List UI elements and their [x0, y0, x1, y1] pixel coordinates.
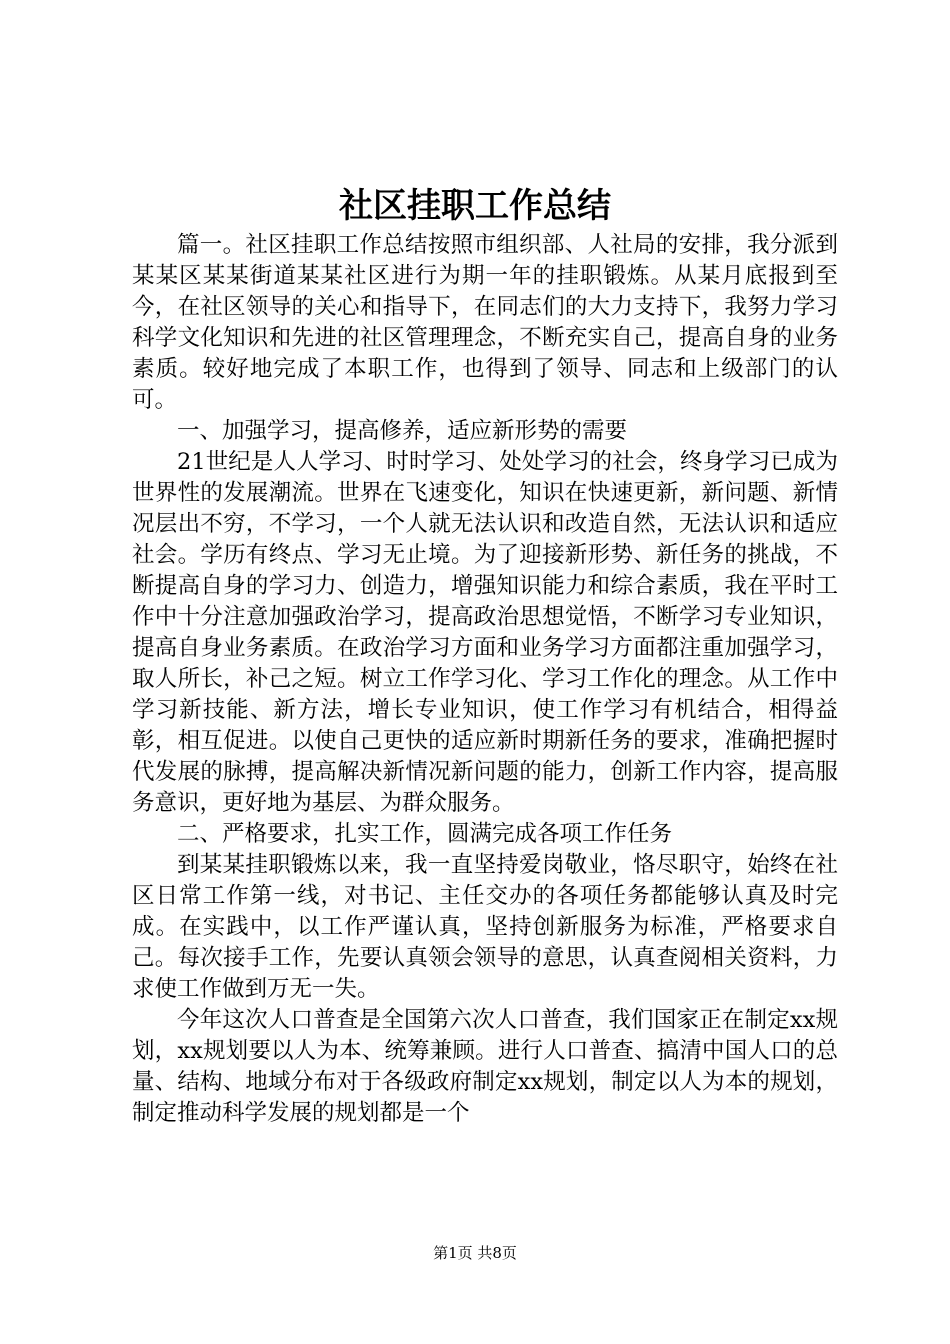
document-body: [132, 230, 838, 1129]
paragraph-census: 今年这次人口普查是全国第六次人口普查，我们国家正在制定xx规划，xx规划要以人为本、统筹兼顾。进行人口普查、搞清中国人口的总量、结构、地域分布对于各级政府制定xx规划，制定以人为本的规划，制定推动科学发展的规划都是一个: [132, 1007, 838, 1126]
paragraph-work: 到某某挂职锻炼以来，我一直坚持爱岗敬业，恪尽职守，始终在社区日常工作第一线，对书记、主任交办的各项任务都能够认真及时完成。在实践中，以工作严谨认真，坚持创新服务为标准，严格要求自己。每次接手工作，先要认真领会领导的意思，认真查阅相关资料，力求使工作做到万无一失。: [132, 852, 838, 1002]
section-heading-2: 二、严格要求，扎实工作，圆满完成各项工作任务: [177, 821, 673, 847]
paragraph-learning: 21世纪是人人学习、时时学习、处处学习的社会，终身学习已成为世界性的发展潮流。世界在飞速变化，知识在快速更新，新问题、新情况层出不穷，不学习，一个人就无法认识和改造自然，无法认识和适应社会。学历有终点、学习无止境。为了迎接新形势、新任务的挑战，不断提高自身的学习力、创造力，增强知识能力和综合素质，我在平时工作中十分注意加强政治学习，提高政治思想觉悟，不断学习专业知识，提高自身业务素质。在政治学习方面和业务学习方面都注重加强学习，取人所长，补己之短。树立工作学习化、学习工作化的理念。从工作中学习新技能、新方法，增长专业知识，使工作学习有机结合，相得益彰，相互促进。以使自己更快的适应新时期新任务的要求，准确把握时代发展的脉搏，提高解决新情况新问题的能力，创新工作内容，提高服务意识，更好地为基层、为群众服务。: [132, 449, 838, 816]
paragraph-intro: 篇一。社区挂职工作总结按照市组织部、人社局的安排，我分派到某某区某某街道某某社区进行为期一年的挂职锻炼。从某月底报到至今，在社区领导的关心和指导下，在同志们的大力支持下，我努力学习科学文化知识和先进的社区管理理念，不断充实自己，提高自身的业务素质。较好地完成了本职工作，也得到了领导、同志和上级部门的认可。: [132, 232, 838, 413]
document-title: 社区挂职工作总结: [339, 186, 611, 226]
page-footer: 第1页 共8页: [433, 1244, 517, 1262]
section-heading-1: 一、加强学习，提高修养，适应新形势的需要: [177, 418, 628, 444]
